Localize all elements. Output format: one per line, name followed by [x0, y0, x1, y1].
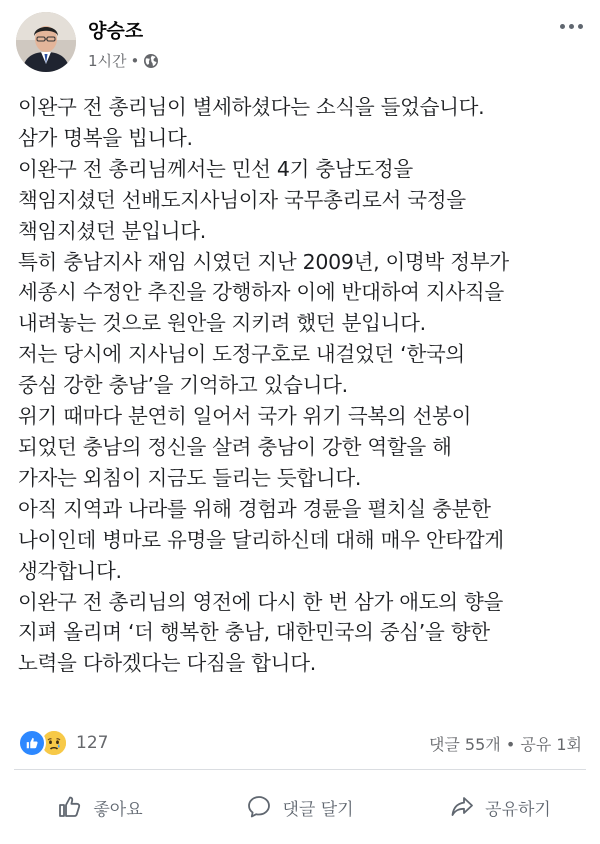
post-meta: [88, 50, 159, 71]
post-line: 책임지셨던 분입니다.: [18, 218, 206, 243]
reaction-count: 127: [76, 733, 109, 753]
post-line: 나이인데 병마로 유명을 달리하신데 대해 매우 안타깝게: [18, 527, 504, 552]
more-dot: [578, 24, 583, 29]
share-arrow-icon: [449, 794, 475, 820]
post-line: 이완구 전 총리님이 별세하셨다는 소식을 들었습니다.: [18, 95, 485, 119]
comment-button[interactable]: [200, 782, 400, 832]
more-options-icon[interactable]: [556, 18, 586, 34]
comment-share-stats[interactable]: 댓글 55개 • 공유 1회: [428, 735, 582, 754]
post-line: 내려놓는 것으로 원안을 지키려 했던 분입니다.: [18, 311, 426, 336]
post-line: 지펴 올리며 ‘더 행복한 충남, 대한민국의 중심’을 향한: [18, 620, 490, 645]
comment-label: 댓글 달기: [282, 799, 354, 820]
action-bar: [0, 782, 600, 832]
author-avatar[interactable]: [16, 12, 76, 72]
post-header: [0, 0, 600, 90]
like-button[interactable]: [0, 782, 200, 832]
post-line: 저는 당시에 지사님이 도정구호로 내걸었던 ‘한국의: [18, 342, 465, 367]
post-body: [18, 92, 588, 679]
like-label: 좋아요: [93, 799, 143, 820]
meta-separator: •: [130, 51, 140, 70]
post-line: 되었던 충남의 정신을 살려 충남이 강한 역할을 해: [18, 434, 452, 459]
post-line: 세종시 수정안 추진을 강행하자 이에 반대하여 지사직을: [18, 280, 504, 305]
post-line: 특히 충남지사 재임 시였던 지난 2009년, 이명박 정부가: [18, 249, 509, 274]
post-line: 이완구 전 총리님께서는 민선 4기 충남도정을: [18, 156, 413, 181]
globe-icon[interactable]: [143, 53, 159, 69]
avatar-photo: [16, 12, 76, 72]
author-name[interactable]: 양승조: [88, 20, 144, 42]
more-dot: [560, 24, 565, 29]
like-reaction-icon: [18, 729, 46, 757]
thumbs-up-icon: [57, 794, 83, 820]
post-line: 이완구 전 총리님의 영전에 다시 한 번 삼가 애도의 향을: [18, 589, 504, 614]
post-line: 가자는 외침이 지금도 들리는 듯합니다.: [18, 465, 362, 490]
post-time[interactable]: 1시간: [88, 52, 127, 70]
share-label: 공유하기: [485, 799, 551, 820]
post-line: 책임지셨던 선배도지사님이자 국무총리로서 국정을: [18, 187, 466, 212]
post-line: 삼가 명복을 빕니다.: [18, 125, 193, 150]
post-line: 위기 때마다 분연히 일어서 국가 위기 극복의 선봉이: [18, 404, 472, 429]
comment-bubble-icon: [246, 794, 272, 820]
reaction-summary[interactable]: [18, 729, 108, 757]
post-line: 생각합니다.: [18, 558, 122, 583]
divider: [14, 769, 586, 770]
more-dot: [569, 24, 574, 29]
post-line: 중심 강한 충남’을 기억하고 있습니다.: [18, 373, 348, 398]
post-line: 아직 지역과 나라를 위해 경험과 경륜을 펼치실 충분한: [18, 496, 491, 521]
share-button[interactable]: [400, 782, 600, 832]
post-line: 노력을 다하겠다는 다짐을 합니다.: [18, 651, 316, 676]
